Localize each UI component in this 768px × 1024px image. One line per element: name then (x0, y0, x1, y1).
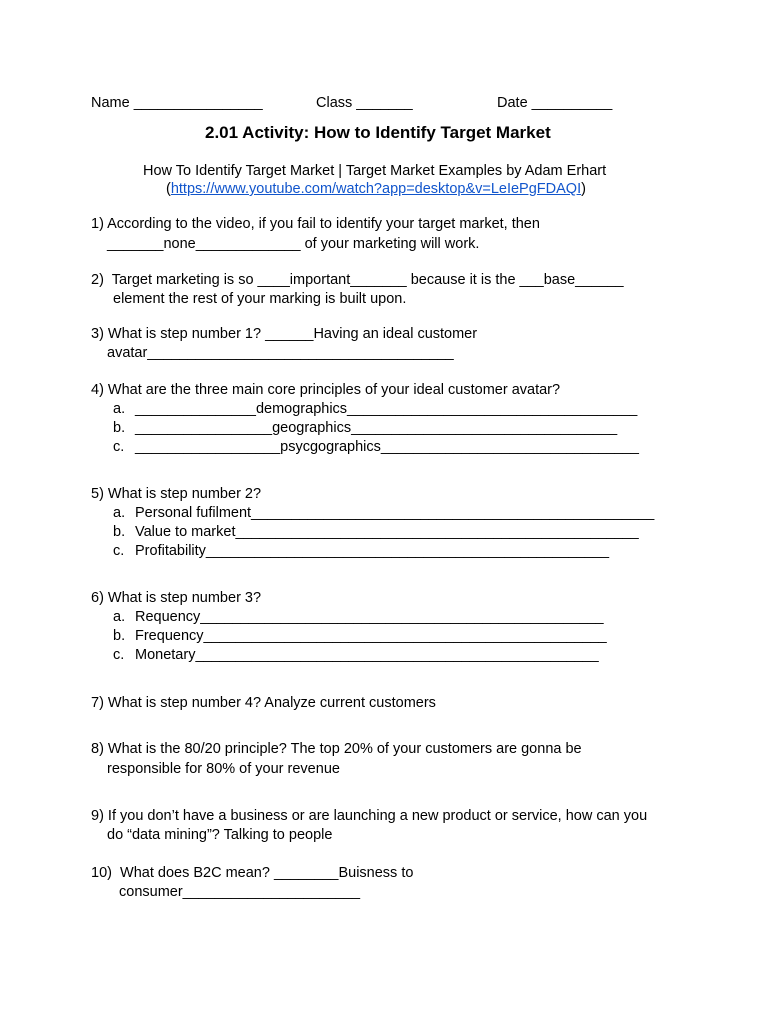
q5-item-c[interactable] (113, 542, 609, 560)
q3-line1[interactable]: 3) What is step number 1? ______Having an ideal customer (91, 326, 478, 342)
paren-open: ( (166, 181, 171, 197)
item-answer[interactable]: _________________geographics_________________________________ (135, 420, 618, 436)
item-label: a. (113, 505, 126, 521)
q1-answer[interactable]: _______none_____________ of your marketing will work. (107, 236, 480, 252)
name-field[interactable]: Name ________________ (91, 95, 263, 111)
paren-close: ) (581, 181, 586, 197)
item-label: b. (113, 524, 126, 540)
q5-prompt: 5) What is step number 2? (91, 486, 262, 502)
q5-item-a[interactable] (113, 504, 654, 522)
class-field[interactable]: Class _______ (316, 95, 413, 111)
item-answer[interactable]: Requency__________________________________________________ (135, 609, 604, 625)
item-answer[interactable]: _______________demographics____________________________________ (135, 401, 638, 417)
item-label: a. (113, 609, 126, 625)
item-answer[interactable]: __________________psycgographics________________________________ (135, 439, 639, 455)
item-label: b. (113, 628, 126, 644)
q10-line1[interactable]: 10) What does B2C mean? ________Buisness to (91, 865, 414, 881)
q8-line1[interactable]: 8) What is the 80/20 principle? The top 20% of your customers are gonna be (91, 741, 582, 757)
item-label: a. (113, 401, 126, 417)
q9-line2[interactable]: do “data mining”? Talking to people (107, 827, 333, 843)
q8-line2[interactable]: responsible for 80% of your revenue (107, 761, 340, 777)
q9-line1: 9) If you don’t have a business or are launching a new product or service, how can you (91, 808, 648, 824)
q2-line2: element the rest of your marking is built upon. (113, 291, 407, 307)
q6-item-c[interactable] (113, 646, 599, 664)
q6-prompt: 6) What is step number 3? (91, 590, 262, 606)
item-label: c. (113, 647, 125, 663)
q4-item-a[interactable] (113, 400, 637, 418)
q1-line1: 1) According to the video, if you fail to identify your target market, then (91, 216, 540, 232)
q2-line1[interactable]: 2) Target marketing is so ____important_______ because it is the ___base______ (91, 272, 624, 288)
q3-line2[interactable]: avatar______________________________________ (107, 345, 454, 361)
item-answer[interactable]: Value to market__________________________________________________ (135, 524, 639, 540)
video-title: How To Identify Target Market | Target Market Examples by Adam Erhart (143, 163, 607, 179)
item-answer[interactable]: Frequency__________________________________________________ (135, 628, 607, 644)
q7-line1[interactable]: 7) What is step number 4? Analyze current customers (91, 695, 436, 711)
q6-item-a[interactable] (113, 608, 604, 626)
q5-item-b[interactable] (113, 523, 639, 541)
item-answer[interactable]: Monetary__________________________________________________ (135, 647, 599, 663)
item-label: c. (113, 543, 125, 559)
q4-item-c[interactable] (113, 438, 639, 456)
q4-item-b[interactable] (113, 419, 617, 437)
item-answer[interactable]: Profitability__________________________________________________ (135, 543, 610, 559)
video-link[interactable]: https://www.youtube.com/watch?app=desktop&v=LeIePgFDAQI (170, 181, 582, 197)
video-link-line (166, 180, 586, 198)
q10-line2[interactable]: consumer______________________ (119, 884, 361, 900)
q6-item-b[interactable] (113, 627, 607, 645)
item-answer[interactable]: Personal fufilment__________________________________________________ (135, 505, 655, 521)
item-label: c. (113, 439, 125, 455)
page-title: 2.01 Activity: How to Identify Target Market (205, 123, 551, 142)
q4-prompt: 4) What are the three main core principles of your ideal customer avatar? (91, 382, 561, 398)
date-field[interactable]: Date __________ (497, 95, 613, 111)
item-label: b. (113, 420, 126, 436)
